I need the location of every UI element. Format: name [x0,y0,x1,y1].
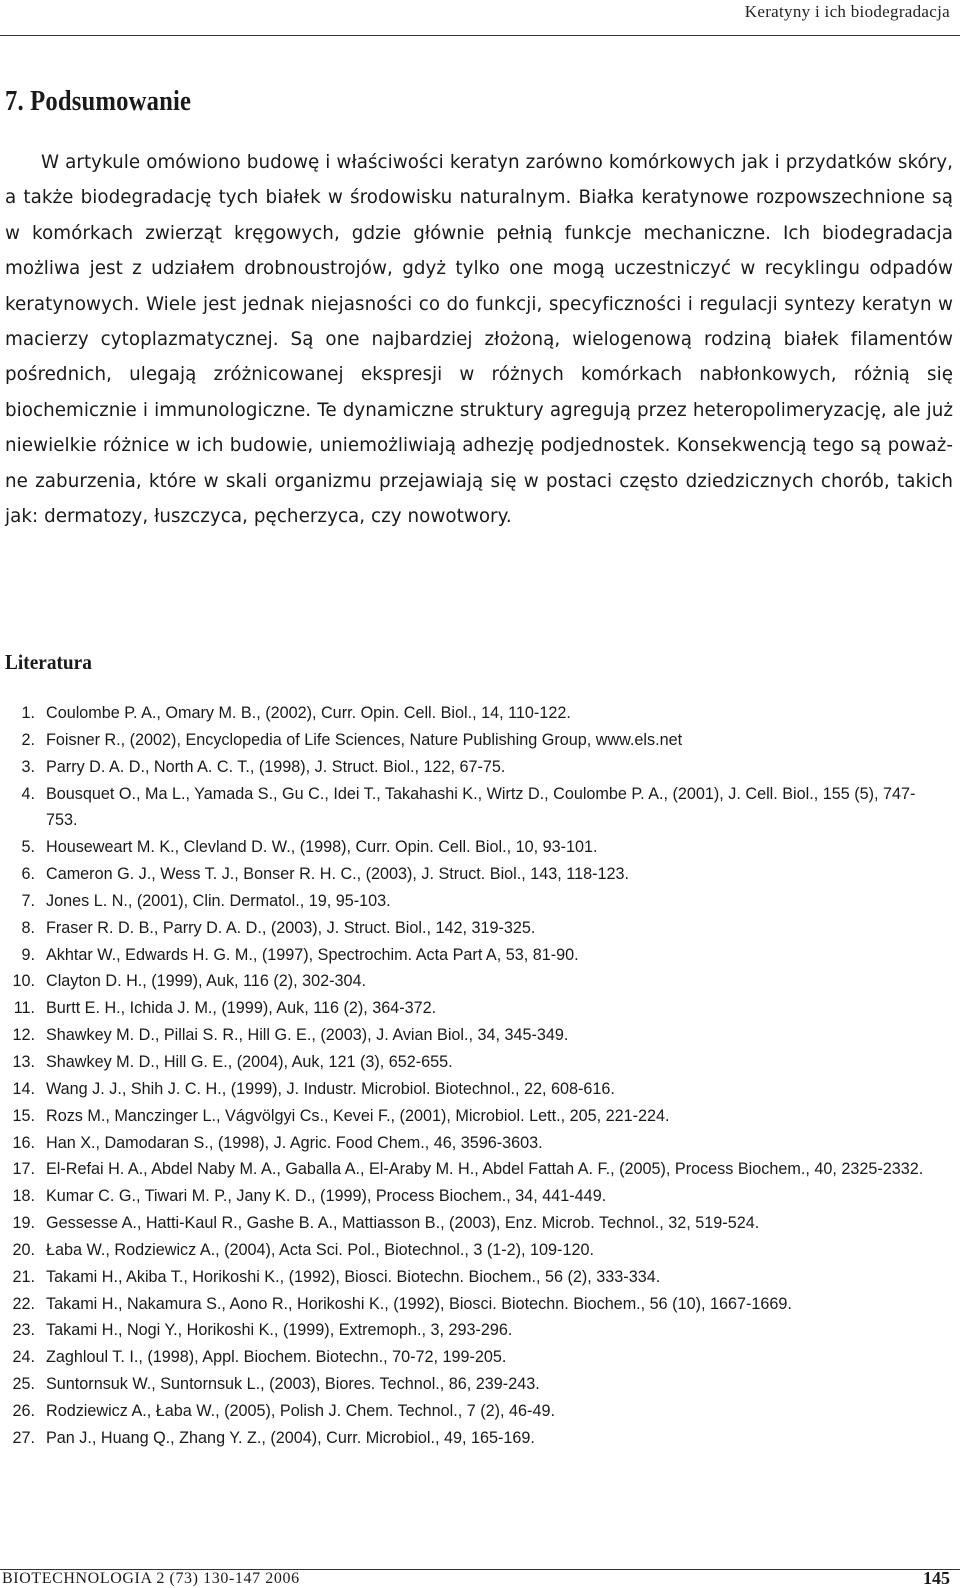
reference-item [0,942,944,969]
reference-item [0,1398,944,1425]
reference-text: Houseweart M. K., Clevland D. W., (1998), Curr. Opin. Cell. Biol., 10, 93-101. [46,838,598,857]
reference-text: Pan J., Huang Q., Zhang Y. Z., (2004), Curr. Microbiol., 49, 165-169. [46,1428,535,1447]
reference-item [0,1371,944,1398]
reference-item [0,995,944,1022]
header-rule [0,35,960,36]
reference-number: 21. [12,1267,35,1286]
reference-number: 15. [12,1106,35,1125]
reference-text: Shawkey M. D., Pillai S. R., Hill G. E., (2003), J. Avian Biol., 34, 345-349. [46,1026,569,1045]
reference-number: 8. [21,918,35,937]
reference-text: Rodziewicz A., Łaba W., (2005), Polish J. Chem. Technol., 7 (2), 46-49. [46,1401,555,1420]
reference-item [0,1344,944,1371]
reference-text: Clayton D. H., (1999), Auk, 116 (2), 302-304. [46,972,367,991]
reference-number: 5. [21,838,35,857]
reference-number: 25. [12,1375,35,1394]
reference-number: 10. [12,972,35,991]
reference-number: 17. [12,1160,35,1179]
reference-text: Takami H., Nakamura S., Aono R., Horikoshi K., (1992), Biosci. Biotechn. Biochem., 56 (10), 1667-1669. [46,1294,792,1313]
reference-number: 14. [12,1079,35,1098]
reference-item [0,1264,944,1291]
reference-number: 19. [12,1214,35,1233]
reference-number: 22. [12,1294,35,1313]
reference-number: 12. [12,1026,35,1045]
reference-text: Zaghloul T. I., (1998), Appl. Biochem. Biotechn., 70-72, 199-205. [46,1348,507,1367]
reference-text: Foisner R., (2002), Encyclopedia of Life Sciences, Nature Publishing Group, www.els.net [46,730,683,749]
reference-item [0,1317,944,1344]
reference-item [0,915,944,942]
reference-item [0,1022,944,1049]
reference-text: Akhtar W., Edwards H. G. M., (1997), Spectrochim. Acta Part A, 53, 81-90. [46,945,579,964]
reference-item [0,1103,944,1130]
reference-number: 16. [12,1133,35,1152]
reference-item [0,1425,944,1452]
page-number: 145 [923,1568,950,1588]
reference-text: El-Refai H. A., Abdel Naby M. A., Gaballa A., El-Araby M. H., Abdel Fattah A. F., (2005), Process Biochem., 40, 2325-2332. [46,1160,924,1179]
reference-text: Burtt E. H., Ichida J. M., (1999), Auk, 116 (2), 364-372. [46,999,437,1018]
reference-text: Coulombe P. A., Omary M. B., (2002), Curr. Opin. Cell. Biol., 14, 110-122. [46,704,571,722]
reference-text: Wang J. J., Shih J. C. H., (1999), J. Industr. Microbiol. Biotechnol., 22, 608-616. [46,1079,615,1098]
reference-item [0,700,944,727]
reference-number: 9. [21,945,35,964]
reference-text: Gessesse A., Hatti-Kaul R., Gashe B. A., Mattiasson B., (2003), Enz. Microb. Technol., 32, 519-524. [46,1214,760,1233]
reference-number: 6. [21,865,35,884]
reference-text: Kumar C. G., Tiwari M. P., Jany K. D., (1999), Process Biochem., 34, 441-449. [46,1187,607,1206]
reference-item [0,888,944,915]
reference-item [0,1210,944,1237]
reference-number: 7. [21,891,35,910]
reference-item [0,1156,944,1183]
reference-item [0,861,944,888]
reference-text: Takami H., Nogi Y., Horikoshi K., (1999), Extremoph., 3, 293-296. [46,1321,513,1340]
reference-number: 26. [12,1401,35,1420]
reference-number: 27. [12,1428,35,1447]
reference-item [0,1076,944,1103]
reference-number: 18. [12,1187,35,1206]
reference-item [0,834,944,861]
reference-number: 13. [12,1052,35,1071]
reference-number: 20. [12,1240,35,1259]
running-head: Keratyny i ich biodegradacja [744,2,950,21]
reference-item [0,968,944,995]
reference-item [0,1291,944,1318]
reference-number: 24. [12,1348,35,1367]
literature-heading: Literatura [5,650,92,674]
reference-text: Takami H., Akiba T., Horikoshi K., (1992), Biosci. Biotechn. Biochem., 56 (2), 333-334. [46,1267,661,1286]
reference-item [0,781,944,835]
reference-item [0,727,944,754]
reference-text: Rozs M., Manczinger L., Vágvölgyi Cs., Kevei F., (2001), Microbiol. Lett., 205, 221-224. [46,1106,670,1125]
reference-item [0,1049,944,1076]
reference-item [0,1237,944,1264]
reference-text: Łaba W., Rodziewicz A., (2004), Acta Sci. Pol., Biotechnol., 3 (1-2), 109-120. [46,1240,594,1259]
reference-text: Fraser R. D. B., Parry D. A. D., (2003), J. Struct. Biol., 142, 319-325. [46,918,536,937]
reference-number: 23. [12,1321,35,1340]
section-title: 7. Podsumowanie [5,86,192,117]
reference-text: Han X., Damodaran S., (1998), J. Agric. Food Chem., 46, 3596-3603. [46,1133,543,1152]
summary-paragraph: W artykule omówiono budowę i właściwości keratyn zarówno komórkowych jak i przydatków skóry, a także biodegradację tych białek w środowisku naturalnym. Białka keratynowe rozpowszechnione są w komórkach zwierząt kręgowych, gdzie głównie pełnią funkcje mechaniczne. Ich biodegradacja możliwa jest z udziałem drobnoustrojów, gdyż tylko one mogą uczestniczyć w recyklingu odpadów keratynowych. Wiele jest jednak niejasności co do funkcji, specyficzności i regulacji syntezy keratyn w macierzy cytoplazmatycznej. Są one najbardziej złożoną, wielogenową rodziną białek filamentów pośrednich, ulegają zróżnicowanej ekspresji w różnych komórkach nabłonkowych, różnią się biochemicznie i immunologiczne. Te dynamiczne struktury agregują przez heteropolimeryzację, ale już niewielkie różnice w ich budowie, uniemożliwiają adhezję podjednostek. Konsekwencją tego są poważne zaburzenia, które w skali organizmu przejawiają się w postaci często dziedzicznych chorób, takich jak: dermatozy, łuszczyca, pęcherzyca, czy nowotwory. [5,152,953,528]
reference-list [0,700,944,1452]
reference-item [0,1130,944,1157]
reference-number: 1. [21,704,35,722]
reference-item [0,754,944,781]
reference-text: Jones L. N., (2001), Clin. Dermatol., 19, 95-103. [46,891,391,910]
reference-text: Parry D. A. D., North A. C. T., (1998), J. Struct. Biol., 122, 67-75. [46,757,506,776]
journal-citation: BIOTECHNOLOGIA 2 (73) 130-147 2006 [2,1570,300,1587]
reference-number: 4. [21,784,35,803]
reference-text: Cameron G. J., Wess T. J., Bonser R. H. C., (2003), J. Struct. Biol., 143, 118-123. [46,865,629,884]
reference-number: 2. [21,730,35,749]
reference-text: Suntornsuk W., Suntornsuk L., (2003), Biores. Technol., 86, 239-243. [46,1375,540,1394]
reference-number: 3. [21,757,35,776]
reference-item [0,1183,944,1210]
reference-text: Bousquet O., Ma L., Yamada S., Gu C., Idei T., Takahashi K., Wirtz D., Coulombe P. A., (2001), J. Cell. Biol., 155 (5), 747-753. [46,784,916,830]
reference-text: Shawkey M. D., Hill G. E., (2004), Auk, 121 (3), 652-655. [46,1052,453,1071]
reference-number: 11. [13,999,35,1018]
